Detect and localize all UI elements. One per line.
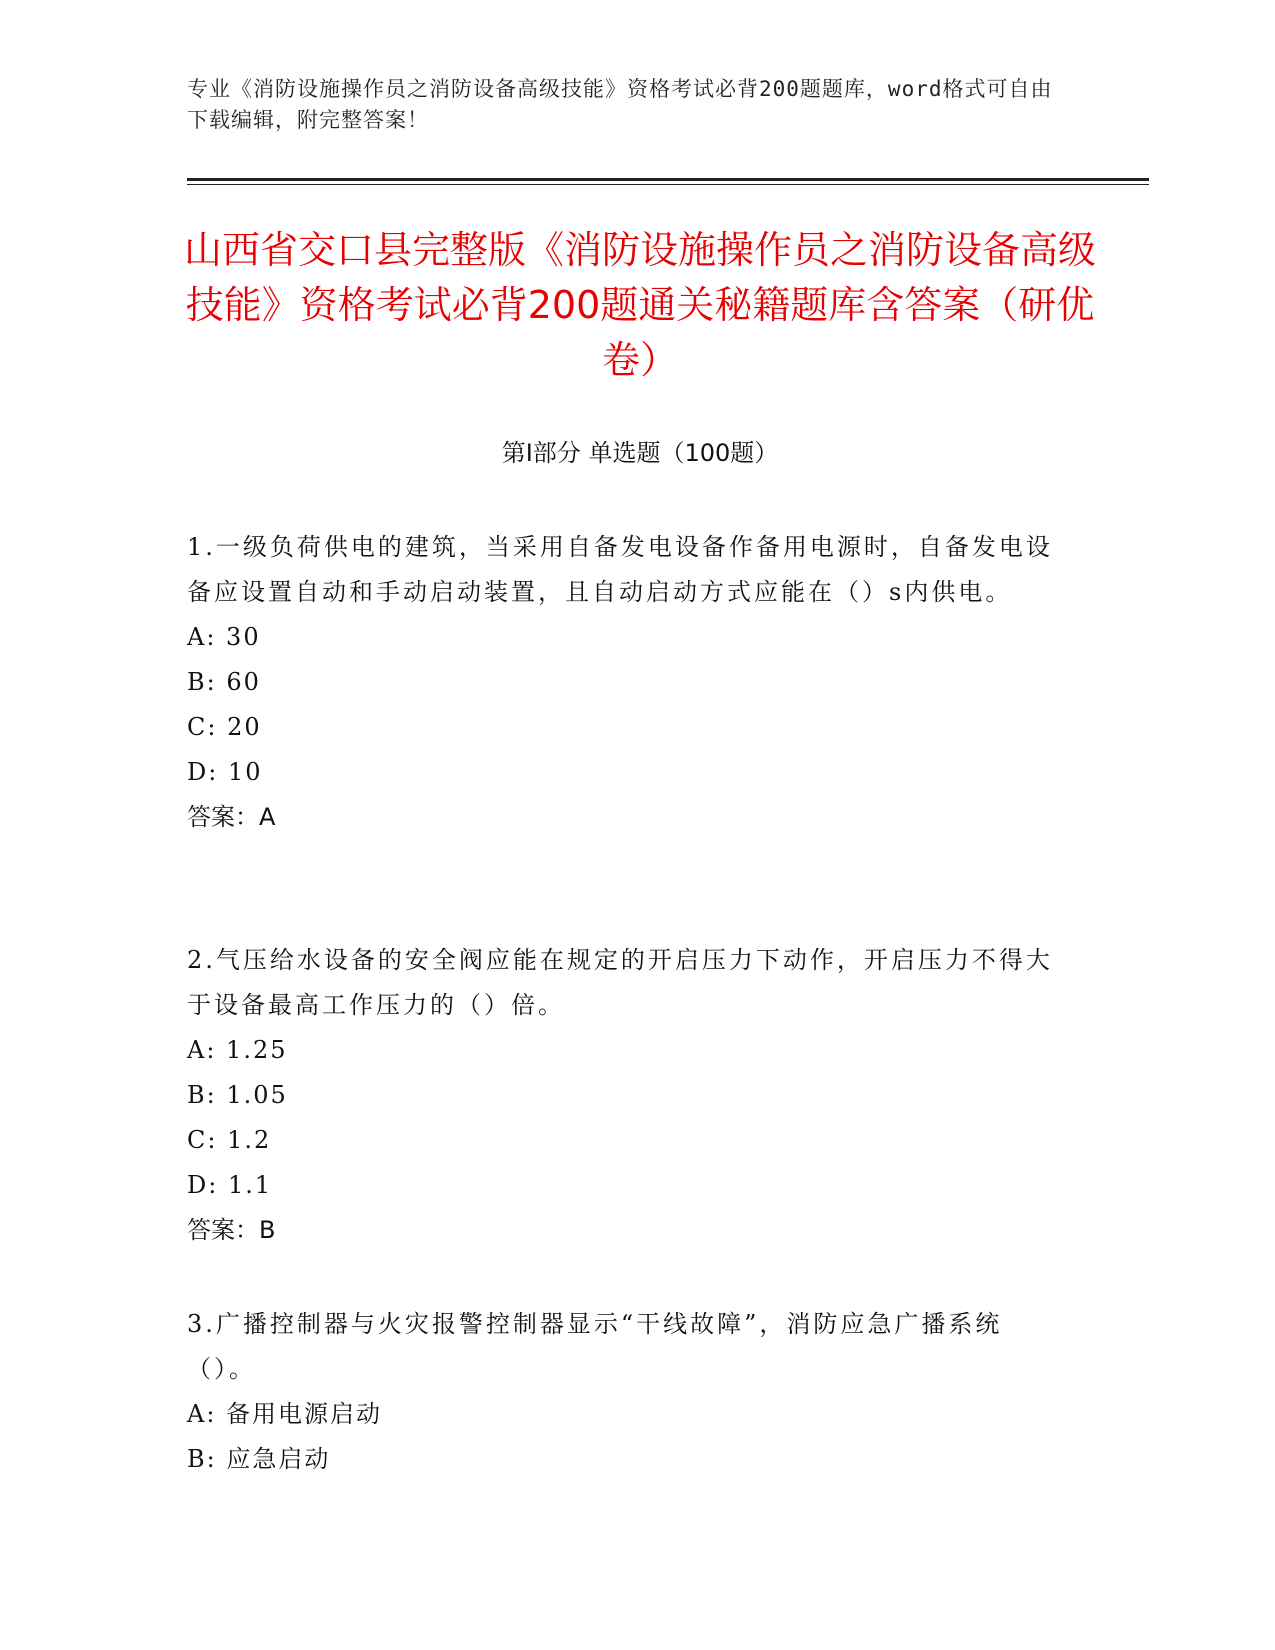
document-title: 山西省交口县完整版《消防设施操作员之消防设备高级技能》资格考试必背200题通关秘籍题库含答案（研优卷）	[183, 228, 1096, 382]
header-divider-thick	[187, 178, 1149, 181]
question-stem: 3.广播控制器与火灾报警控制器显示“干线故障”，消防应急广播系统（）。	[187, 1310, 1003, 1383]
question-stem: 2.气压给水设备的安全阀应能在规定的开启压力下动作，开启压力不得大于设备最高工作压力的（）倍。	[187, 946, 1053, 1019]
option-a: A: 备用电源启动	[187, 1400, 383, 1428]
option-a: A: 1.25	[187, 1036, 288, 1064]
option-b: B: 60	[187, 668, 261, 696]
header-divider-thin	[187, 184, 1149, 185]
option-c: C: 20	[187, 713, 262, 741]
question-1	[187, 525, 1067, 840]
question-3	[187, 1302, 1067, 1482]
header-note: 专业《消防设施操作员之消防设备高级技能》资格考试必背200题题库，word格式可自由下载编辑，附完整答案！	[187, 77, 1053, 132]
question-2	[187, 938, 1067, 1253]
question-stem: 1.一级负荷供电的建筑，当采用自备发电设备作备用电源时，自备发电设备应设置自动和手动启动装置，且自动启动方式应能在（）s内供电。	[187, 533, 1053, 606]
answer-line: 答案：A	[187, 803, 276, 831]
option-d: D: 1.1	[187, 1171, 273, 1199]
option-a: A: 30	[187, 623, 261, 651]
option-b: B: 应急启动	[187, 1445, 331, 1473]
answer-line: 答案：B	[187, 1216, 276, 1244]
section-heading: 第I部分 单选题（100题）	[501, 439, 779, 467]
option-b: B: 1.05	[187, 1081, 288, 1109]
option-c: C: 1.2	[187, 1126, 272, 1154]
option-d: D: 10	[187, 758, 263, 786]
